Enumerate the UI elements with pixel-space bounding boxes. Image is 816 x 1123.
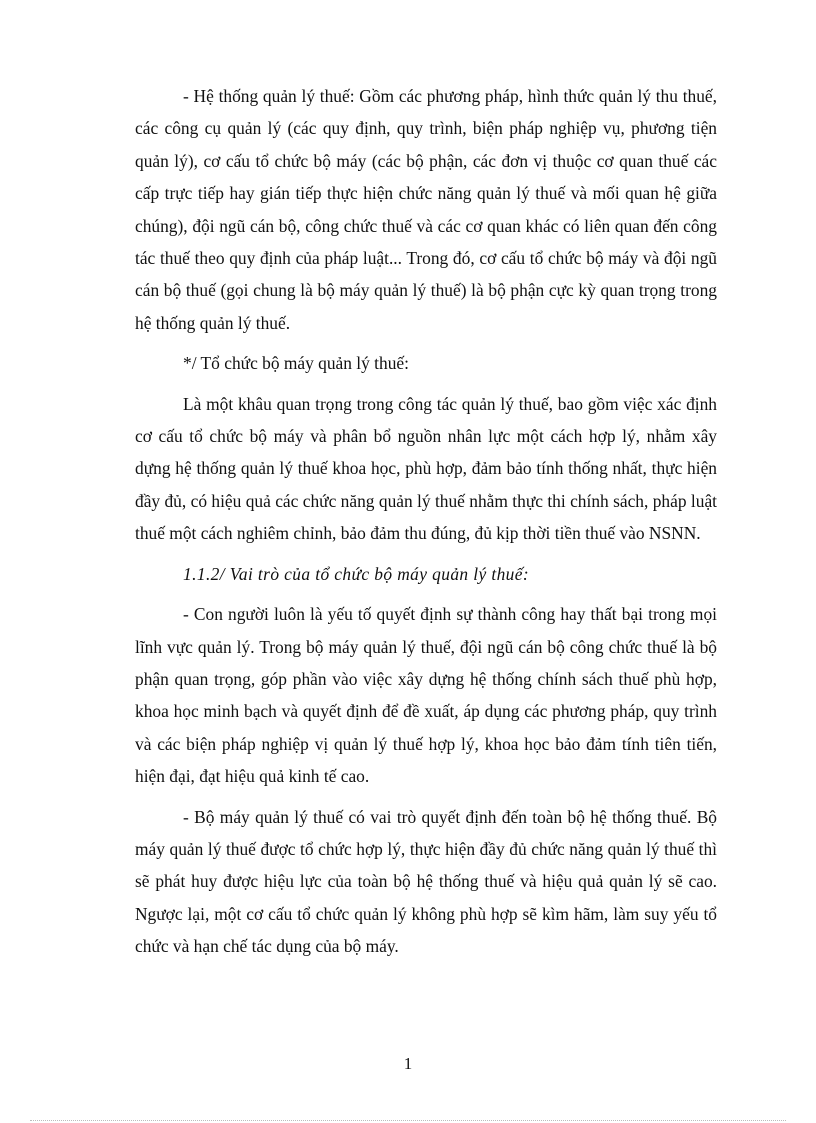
section-heading-1-1-2: 1.1.2/ Vai trò của tổ chức bộ máy quản lý thuế: (183, 563, 530, 584)
paragraph-organization-definition: Là một khâu quan trọng trong công tác quản lý thuế, bao gồm việc xác định cơ cấu tổ chức bộ máy và phân bổ nguồn nhân lực một cách hợp lý, nhằm xây dựng hệ thống quản lý thuế khoa học, phù hợp, đảm bảo tính thống nhất, thực hiện đầy đủ, có hiệu quả các chức năng quản lý thuế nhằm thực thi chính sách, pháp luật thuế một cách nghiêm chỉnh, bảo đảm thu đúng, đủ kịp thời tiền thuế vào NSNN. (135, 393, 717, 544)
paragraph-apparatus-role: - Bộ máy quản lý thuế có vai trò quyết định đến toàn bộ hệ thống thuế. Bộ máy quản lý thuế được tổ chức hợp lý, thực hiện đầy đủ chức năng quản lý thuế thì sẽ phát huy được hiệu lực của toàn bộ hệ thống thuế và hiệu quả quản lý sẽ cao. Ngược lại, một cơ cấu tổ chức quản lý không phù hợp sẽ kìm hãm, làm suy yếu tổ chức và hạn chế tác dụng của bộ máy. (135, 806, 717, 957)
page-bottom-divider (30, 1120, 786, 1121)
paragraph-tax-management-system: - Hệ thống quản lý thuế: Gồm các phương pháp, hình thức quản lý thu thuế, các công cụ quản lý (các quy định, quy trình, biện pháp nghiệp vụ, phương tiện quản lý), cơ cấu tổ chức bộ máy (các bộ phận, các đơn vị thuộc cơ quan thuế các cấp trực tiếp hay gián tiếp thực hiện chức năng quản lý thuế và mối quan hệ giữa chúng), đội ngũ cán bộ, công chức thuế và các cơ quan khác có liên quan đến công tác thuế theo quy định của pháp luật... Trong đó, cơ cấu tổ chức bộ máy và đội ngũ cán bộ thuế (gọi chung là bộ máy quản lý thuế) là bộ phận cực kỳ quan trọng trong hệ thống quản lý thuế. (135, 86, 717, 333)
paragraph-subheading-organization: */ Tổ chức bộ máy quản lý thuế: (183, 353, 409, 374)
page-number: 1 (403, 1054, 413, 1073)
paragraph-human-factor: - Con người luôn là yếu tố quyết định sự thành công hay thất bại trong mọi lĩnh vực quản lý. Trong bộ máy quản lý thuế, đội ngũ cán bộ công chức thuế là bộ phận quan trọng, góp phần vào việc xây dựng hệ thống chính sách thuế phù hợp, khoa học minh bạch và quyết định để đề xuất, áp dụng các phương pháp, quy trình và các biện pháp nghiệp vị quản lý thuế hợp lý, khoa học bảo đảm tính tiên tiến, hiện đại, đạt hiệu quả kinh tế cao. (135, 604, 717, 787)
body-text (135, 80, 717, 963)
